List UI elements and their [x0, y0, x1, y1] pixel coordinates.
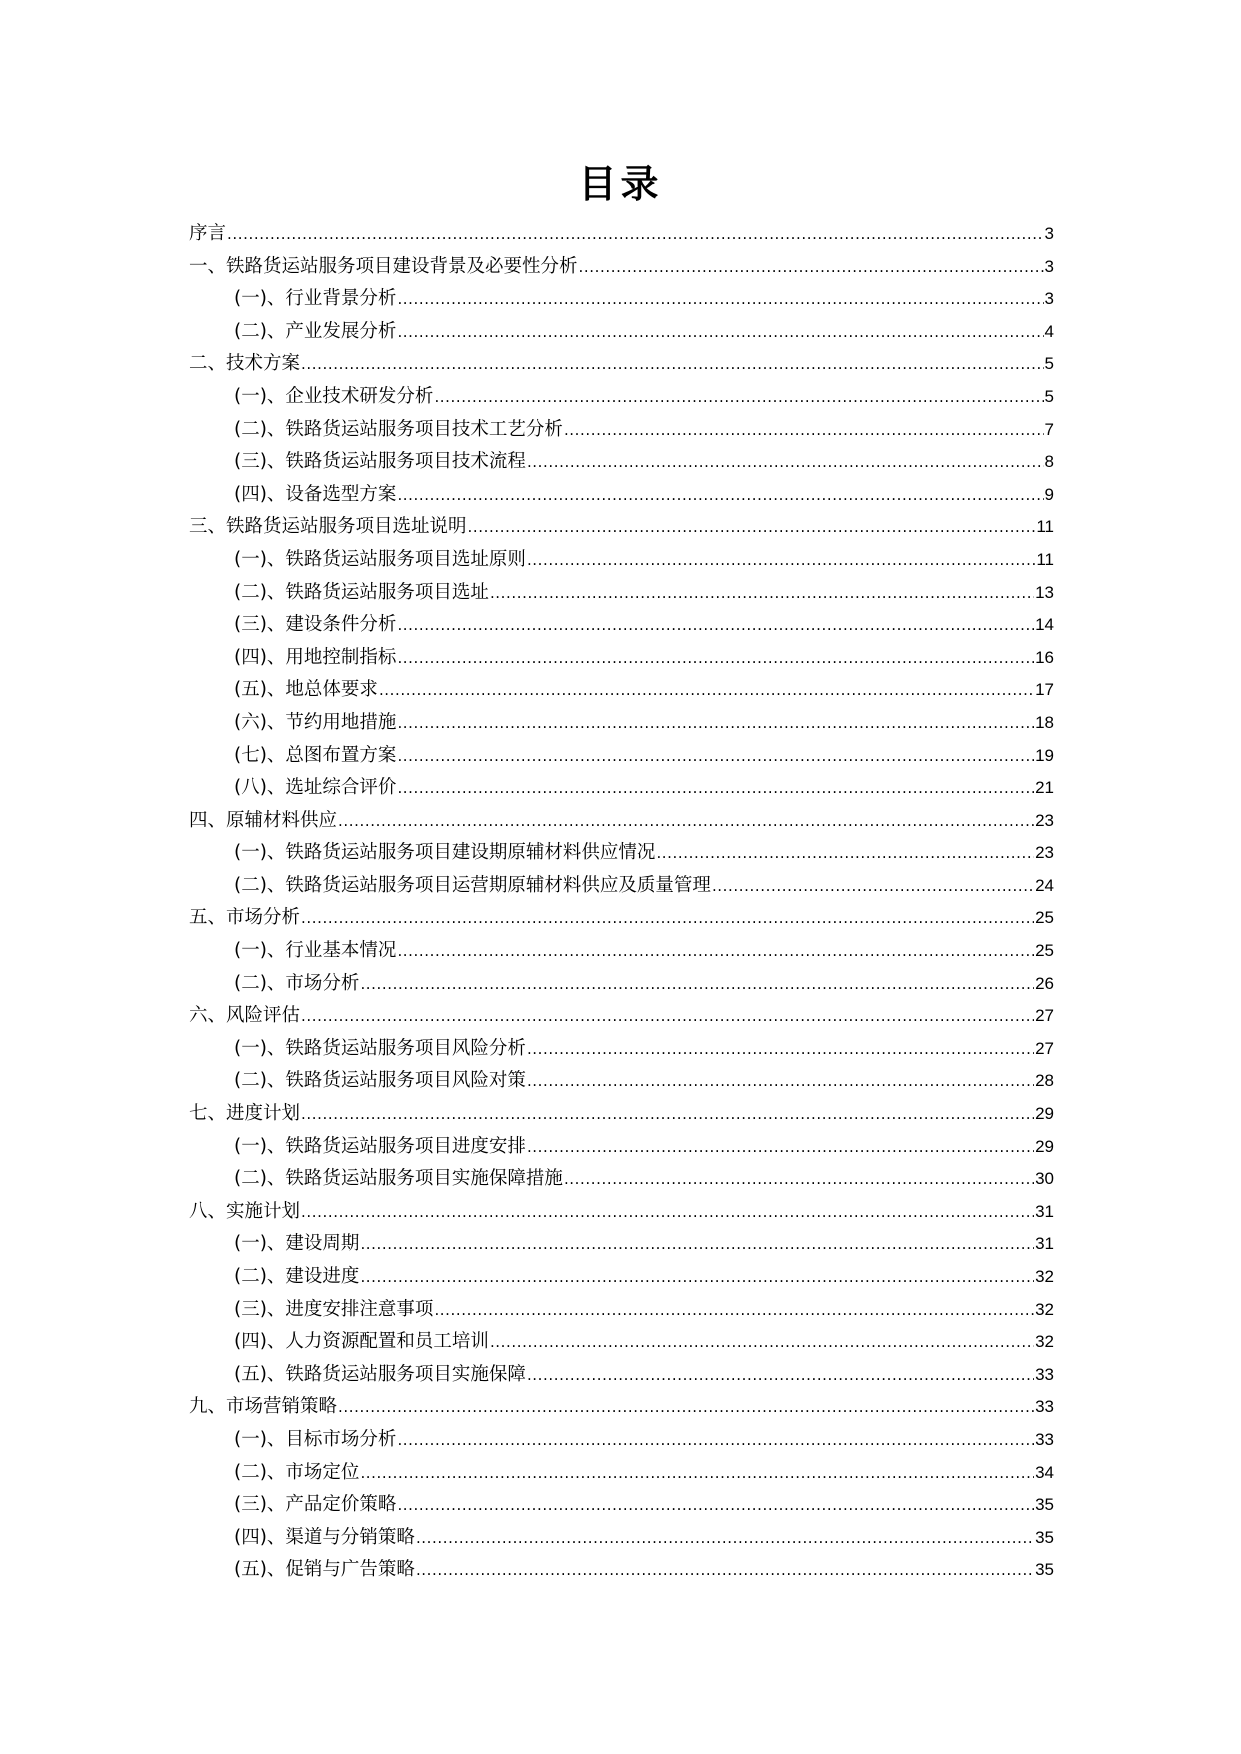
toc-dot-leader: [397, 1424, 1034, 1457]
toc-entry[interactable]: [189, 283, 1054, 316]
toc-entry-page-number: 32: [1035, 1267, 1054, 1286]
toc-dot-leader: [227, 218, 1044, 251]
toc-entry-label: 六、风险评估: [189, 1005, 301, 1027]
toc-entry-label: 七、进度计划: [189, 1103, 301, 1125]
toc-entry-label: (二)、铁路货运站服务项目运营期原辅材料供应及质量管理: [234, 874, 711, 896]
toc-entry-page-number: 19: [1035, 745, 1054, 765]
toc-entry-page-number: 29: [1035, 1136, 1054, 1156]
toc-entry-page-number: 35: [1035, 1527, 1054, 1547]
toc-dot-leader: [490, 577, 1034, 610]
toc-entry[interactable]: [189, 935, 1054, 968]
toc-entry-label: (二)、市场分析: [234, 972, 360, 994]
toc-entry[interactable]: [189, 511, 1054, 544]
toc-entry[interactable]: [189, 381, 1054, 414]
toc-entry-label: 三、铁路货运站服务项目选址说明: [189, 516, 467, 538]
table-of-contents: [189, 218, 1054, 1587]
toc-entry-label: (二)、建设进度: [234, 1266, 360, 1287]
toc-entry-page-number: 23: [1035, 843, 1054, 863]
toc-entry[interactable]: [189, 446, 1054, 479]
toc-dot-leader: [397, 772, 1034, 805]
toc-dot-leader: [397, 1489, 1034, 1522]
toc-entry-label: 五、市场分析: [189, 907, 301, 929]
toc-entry[interactable]: [189, 251, 1054, 284]
toc-entry[interactable]: [189, 414, 1054, 447]
toc-entry-label: (四)、人力资源配置和员工培训: [234, 1331, 489, 1353]
toc-entry-page-number: 29: [1035, 1104, 1054, 1124]
toc-entry[interactable]: [189, 218, 1054, 251]
toc-entry-label: 九、市场营销策略: [189, 1396, 338, 1418]
toc-entry-label: 一、铁路货运站服务项目建设背景及必要性分析: [189, 255, 578, 277]
toc-entry[interactable]: [189, 609, 1054, 642]
toc-entry[interactable]: [189, 1163, 1054, 1196]
toc-dot-leader: [360, 968, 1034, 1001]
toc-entry-label: 四、原辅材料供应: [189, 809, 338, 831]
toc-entry-label: (一)、铁路货运站服务项目进度安排: [234, 1135, 526, 1157]
toc-entry-label: (一)、企业技术研发分析: [234, 385, 434, 407]
toc-entry-page-number: 28: [1035, 1071, 1054, 1091]
toc-dot-leader: [434, 1294, 1034, 1327]
toc-entry[interactable]: [189, 1391, 1054, 1424]
toc-entry-page-number: 26: [1035, 973, 1054, 993]
toc-entry-page-number: 16: [1035, 647, 1054, 667]
toc-entry[interactable]: [189, 642, 1054, 675]
toc-entry[interactable]: [189, 1131, 1054, 1164]
toc-entry-label: (二)、铁路货运站服务项目实施保障措施: [234, 1168, 563, 1190]
toc-entry[interactable]: [189, 479, 1054, 512]
toc-entry-page-number: 5: [1044, 386, 1054, 406]
toc-dot-leader: [360, 1457, 1034, 1490]
toc-dot-leader: [416, 1522, 1034, 1555]
toc-entry-label: (二)、产业发展分析: [234, 320, 397, 342]
toc-entry[interactable]: [189, 707, 1054, 740]
toc-dot-leader: [360, 1228, 1034, 1261]
toc-entry-label: (四)、设备选型方案: [234, 483, 397, 505]
toc-dot-leader: [397, 479, 1043, 512]
toc-entry-label: (八)、选址综合评价: [234, 777, 397, 799]
toc-dot-leader: [397, 642, 1034, 675]
toc-entry-label: (二)、铁路货运站服务项目选址: [234, 581, 489, 603]
toc-entry[interactable]: [189, 772, 1054, 805]
toc-entry[interactable]: [189, 1326, 1054, 1359]
toc-entry-label: 二、技术方案: [189, 353, 301, 375]
toc-dot-leader: [360, 1261, 1034, 1294]
toc-dot-leader: [564, 1163, 1034, 1196]
toc-entry-page-number: 27: [1035, 1006, 1054, 1026]
toc-entry-label: (一)、行业背景分析: [234, 288, 397, 310]
toc-entry-label: (二)、铁路货运站服务项目技术工艺分析: [234, 418, 563, 440]
toc-entry-label: (三)、产品定价策略: [234, 1494, 397, 1516]
toc-dot-leader: [397, 283, 1043, 316]
toc-entry-page-number: 25: [1035, 908, 1054, 928]
toc-entry[interactable]: [189, 1261, 1054, 1294]
toc-entry-page-number: 33: [1035, 1397, 1054, 1417]
toc-entry-page-number: 33: [1035, 1364, 1054, 1384]
toc-entry-label: (一)、目标市场分析: [234, 1428, 397, 1450]
toc-dot-leader: [490, 1326, 1034, 1359]
toc-dot-leader: [656, 837, 1034, 870]
toc-entry[interactable]: [189, 1000, 1054, 1033]
toc-entry[interactable]: [189, 740, 1054, 773]
toc-entry-label: (六)、节约用地措施: [234, 711, 397, 733]
toc-entry[interactable]: [189, 577, 1054, 610]
toc-entry[interactable]: [189, 1196, 1054, 1229]
toc-title: 目录: [578, 162, 663, 206]
toc-entry-page-number: 34: [1035, 1462, 1054, 1482]
toc-dot-leader: [397, 609, 1034, 642]
toc-entry-label: (一)、建设周期: [234, 1233, 360, 1255]
toc-entry-page-number: 7: [1044, 419, 1054, 439]
toc-entry-page-number: 25: [1035, 941, 1054, 961]
toc-entry[interactable]: [189, 1228, 1054, 1261]
toc-entry[interactable]: [189, 1294, 1054, 1327]
toc-entry-label: (二)、铁路货运站服务项目风险对策: [234, 1070, 526, 1092]
toc-entry-page-number: 35: [1035, 1560, 1054, 1580]
toc-dot-leader: [527, 1065, 1034, 1098]
toc-entry-page-number: 3: [1044, 224, 1054, 243]
toc-dot-leader: [379, 674, 1034, 707]
toc-entry-page-number: 9: [1044, 484, 1054, 504]
toc-dot-leader: [338, 805, 1034, 838]
toc-dot-leader: [527, 1033, 1034, 1066]
toc-entry[interactable]: [189, 1522, 1054, 1555]
toc-entry-page-number: 30: [1035, 1169, 1054, 1189]
toc-dot-leader: [434, 381, 1043, 414]
toc-entry[interactable]: [189, 674, 1054, 707]
toc-dot-leader: [397, 935, 1034, 968]
toc-dot-leader: [338, 1391, 1034, 1424]
toc-entry-page-number: 33: [1035, 1429, 1054, 1449]
toc-entry-page-number: 4: [1044, 321, 1054, 341]
toc-entry[interactable]: [189, 1065, 1054, 1098]
toc-entry-label: (三)、进度安排注意事项: [234, 1298, 434, 1320]
toc-entry[interactable]: [189, 968, 1054, 1001]
toc-dot-leader: [397, 316, 1043, 349]
toc-dot-leader: [527, 1359, 1034, 1392]
toc-dot-leader: [468, 511, 1036, 544]
toc-entry-page-number: 31: [1035, 1234, 1054, 1254]
toc-entry-page-number: 24: [1035, 875, 1054, 895]
toc-entry-page-number: 3: [1044, 256, 1054, 276]
toc-entry-label: (四)、用地控制指标: [234, 646, 397, 668]
toc-entry-label: (一)、铁路货运站服务项目选址原则: [234, 548, 526, 570]
toc-entry[interactable]: [189, 902, 1054, 935]
toc-entry-page-number: 17: [1035, 680, 1054, 700]
toc-entry-label: (一)、铁路货运站服务项目建设期原辅材料供应情况: [234, 842, 656, 864]
toc-dot-leader: [301, 1098, 1034, 1131]
toc-entry[interactable]: [189, 1424, 1054, 1457]
toc-entry[interactable]: [189, 316, 1054, 349]
toc-dot-leader: [416, 1554, 1034, 1587]
toc-dot-leader: [712, 870, 1034, 903]
toc-entry[interactable]: [189, 805, 1054, 838]
toc-dot-leader: [527, 544, 1035, 577]
toc-dot-leader: [301, 902, 1034, 935]
toc-entry-page-number: 23: [1035, 810, 1054, 830]
toc-entry-page-number: 21: [1035, 778, 1054, 798]
toc-entry[interactable]: [189, 1359, 1054, 1392]
toc-entry-page-number: 27: [1035, 1038, 1054, 1058]
toc-entry[interactable]: [189, 1457, 1054, 1490]
toc-entry-label: (一)、铁路货运站服务项目风险分析: [234, 1037, 526, 1059]
toc-entry-label: 序言: [189, 223, 227, 244]
toc-entry-label: (四)、渠道与分销策略: [234, 1526, 415, 1548]
toc-dot-leader: [564, 414, 1044, 447]
toc-dot-leader: [301, 1196, 1034, 1229]
toc-entry-page-number: 18: [1035, 712, 1054, 732]
toc-entry[interactable]: [189, 870, 1054, 903]
toc-dot-leader: [527, 1131, 1034, 1164]
toc-entry[interactable]: [189, 544, 1054, 577]
toc-entry-page-number: 14: [1035, 615, 1054, 635]
toc-entry[interactable]: [189, 1554, 1054, 1587]
toc-entry-label: (五)、地总体要求: [234, 679, 378, 701]
toc-entry-page-number: 3: [1044, 289, 1054, 309]
toc-entry-page-number: 35: [1035, 1495, 1054, 1515]
toc-dot-leader: [301, 1000, 1034, 1033]
toc-entry-page-number: 5: [1044, 354, 1054, 374]
toc-entry-page-number: 32: [1035, 1332, 1054, 1352]
toc-entry-label: (三)、铁路货运站服务项目技术流程: [234, 451, 526, 473]
toc-entry-page-number: 11: [1036, 517, 1054, 537]
toc-entry-label: (一)、行业基本情况: [234, 940, 397, 962]
toc-entry[interactable]: [189, 1489, 1054, 1522]
toc-dot-leader: [301, 348, 1044, 381]
toc-entry-page-number: 13: [1035, 582, 1054, 602]
toc-entry-page-number: 32: [1035, 1299, 1054, 1319]
toc-entry[interactable]: [189, 837, 1054, 870]
toc-dot-leader: [579, 251, 1044, 284]
toc-dot-leader: [397, 740, 1034, 773]
toc-entry-label: (七)、总图布置方案: [234, 744, 397, 766]
toc-entry-page-number: 8: [1044, 452, 1054, 472]
toc-entry-label: (三)、建设条件分析: [234, 614, 397, 636]
toc-entry[interactable]: [189, 1098, 1054, 1131]
toc-entry-label: 八、实施计划: [189, 1200, 301, 1222]
toc-entry-label: (五)、促销与广告策略: [234, 1559, 415, 1581]
toc-entry[interactable]: [189, 348, 1054, 381]
toc-entry-label: (五)、铁路货运站服务项目实施保障: [234, 1363, 526, 1385]
toc-entry-page-number: 11: [1036, 549, 1054, 569]
toc-entry-label: (二)、市场定位: [234, 1461, 360, 1483]
toc-entry-page-number: 31: [1035, 1201, 1054, 1221]
toc-entry[interactable]: [189, 1033, 1054, 1066]
toc-dot-leader: [397, 707, 1034, 740]
toc-dot-leader: [527, 446, 1044, 479]
